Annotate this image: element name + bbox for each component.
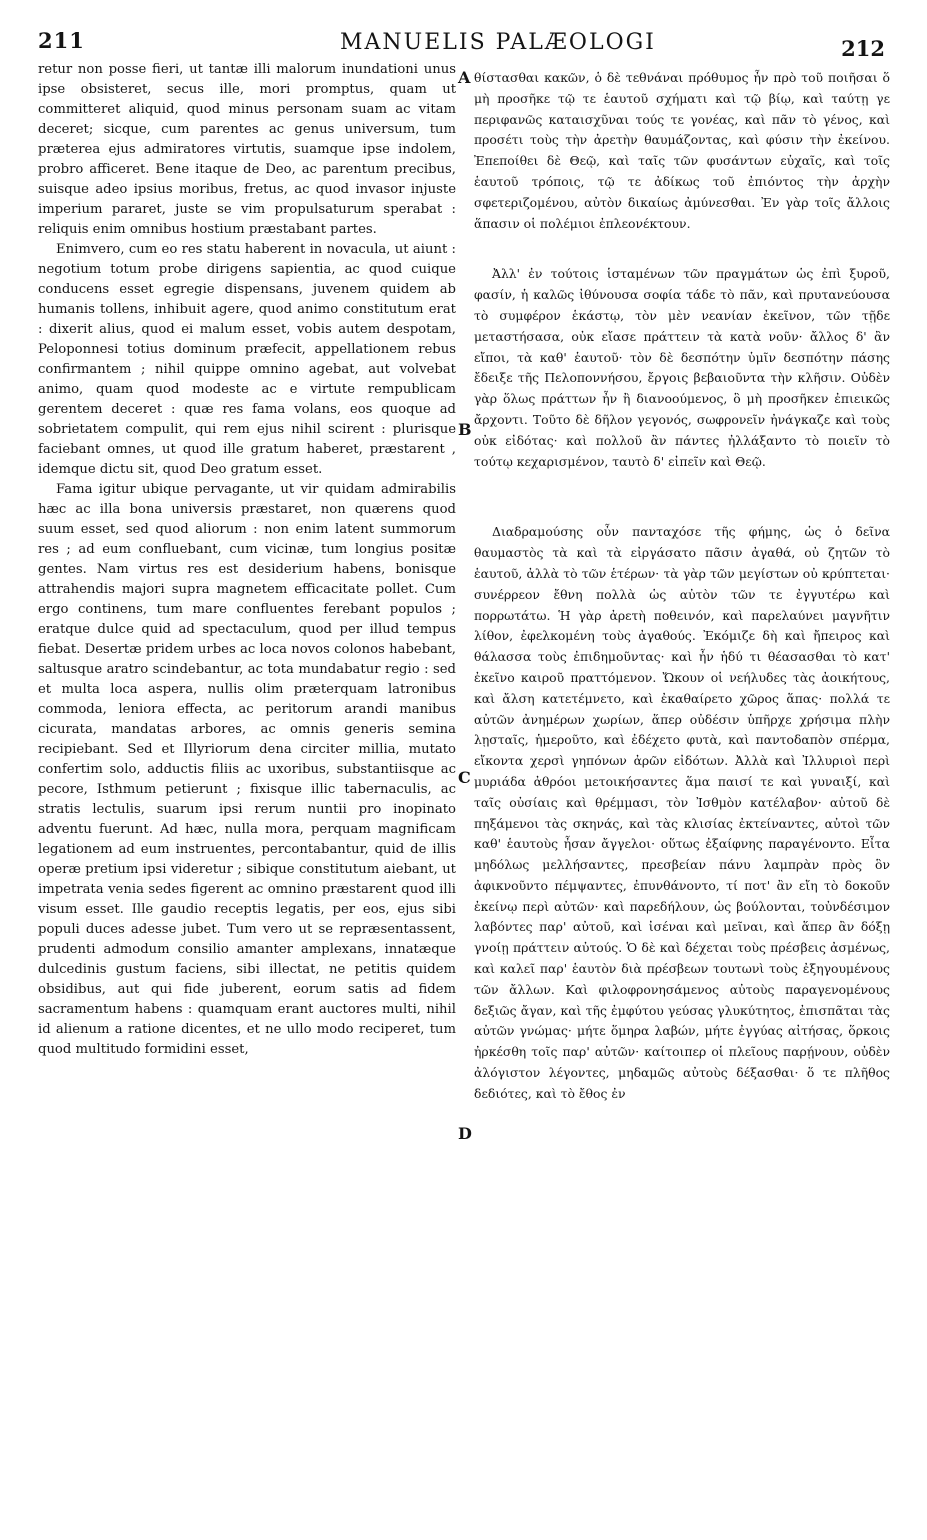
page-number-left: 211	[38, 28, 85, 53]
running-title: MANUELIS PALÆOLOGI	[340, 30, 656, 55]
greek-paragraph: θίστασθαι κακῶν, ὁ δὲ τεθνάναι πρόθυμος ἦν πρὸ τοῦ ποιῆσαι ὅ μὴ προσῆκε τῷ τε ἑαυτοῦ σχήματι καὶ τῷ βίῳ, καὶ ταύτῃ γε περιφανῶς καταισχῦναι τούς τε γονέας, καὶ πᾶν τὸ γένος, καὶ προσέτι τοὺς τὴν ἀρετὴν θαυμάζοντας, καὶ φύσιν τὴν ἐκείνου. Ἐπεποίθει δὲ Θεῷ, καὶ ταῖς τῶν φυσάντων εὐχαῖς, καὶ τοῖς ἑαυτοῦ τρόποις, τῷ τε ἀδίκως τοῦ ἐπιόντος τὴν ἀρχὴν σφετεριζομένου, αὐτὸν δικαίως ἀμύνεσθαι. Ἐν γὰρ τοῖς ἄλλοις ἅπασιν οἱ πολέμιοι ἐπλεονέκτουν.	[474, 70, 890, 231]
page-header	[0, 0, 927, 64]
greek-paragraph: Διαδραμούσης οὖν πανταχόσε τῆς φήμης, ὡς ὁ δεῖνα θαυμαστὸς τὰ καὶ τὰ εἰργάσατο πᾶσιν ἀγαθά, οὐ ζητῶν τὸ ἑαυτοῦ, ἀλλὰ τὸ τῶν ἑτέρων· τὰ γὰρ τῶν μεγίστων οὐ κρύπτεται· συνέρρεον ἔθνη πολλὰ ὡς αὐτὸν τῶν τε ἐγγυτέρω καὶ πορρωτάτω. Ἡ γὰρ ἀρετὴ ποθεινόν, καὶ παρελαύνει μαγνῆτιν λίθον, ἐφελκομένη τοὺς ἀγαθούς. Ἐκόμιζε δὴ καὶ ἤπειρος καὶ θάλασσα τοὺς ἐπιδημοῦντας· καὶ ἦν ἡδύ τι θέασασθαι τὸ κατ' ἐκεῖνο καιροῦ πραττόμενον. Ὤκουν οἱ νεήλυδες τὰς ἀοικήτους, καὶ ἄλση κατετέμνετο, καὶ ἐκαθαίρετο χῶρος ἅπας· πολλά τε αὐτῶν ἀνημέρων χωρίων, ἅπερ οὐδέσιν ὑπῆρχε χρήσιμα πλὴν λῃσταῖς, ἡμεροῦτο, καὶ ἐδέχετο φυτὰ, καὶ παντοδαπὸν σπέρμα, εἴκοντα χερσὶ γηπόνων ἀρῶν εἰδότων. Ἀλλὰ καὶ Ἰλλυριοὶ περὶ μυριάδα ἀθρόοι μετοικήσαντες ἅμα παισί τε καὶ γυναιξί, καὶ ταῖς οὐσίαις καὶ θρέμμασι, τὸν Ἰσθμὸν κατέλαβον· αὐτοῦ δὲ πηξάμενοι τὰς σκηνάς, καὶ τὰς κλισίας ἐκτείναντες, αὐτοὶ τῶν καθ' ἑαυτοὺς ἦσαν ἄγγελοι· οὕτως ἐξαίφνης παραγένοντο. Εἶτα μηδόλως μελλήσαντες, πρεσβείαν πάνυ λαμπρὰν πρὸς ὃν ἀφικνοῦντο πέμψαντες, ἐπυνθάνοντο, τί ποτ' ἂν εἴη τὸ δοκοῦν ἐκείνῳ περὶ αὐτῶν· καὶ παρεδήλουν, ὡς βούλονται, τοὐνδέσιμον λαβόντες παρ' αὐτοῦ, καὶ ἰσέναι καὶ μεῖναι, καὶ ἅπερ ἂν δόξῃ γνοίῃ πράττειν αὐτούς. Ὁ δὲ καὶ δέχεται τοὺς πρέσβεις ἀσμένως, καὶ καλεῖ παρ' ἑαυτὸν διὰ πρέσβεων τουτωνὶ τοὺς ἐξηγουμένους τῶν ἄλλων. Καὶ φιλοφρονησάμενος αὐτοὺς παραγενομένους δεξιῶς ἄγαν, καὶ τῆς ἐμφύτου γεύσας γλυκύτητος, ἐπισπᾶται τὰς αὐτῶν γνώμας· μήτε ὅμηρα λαβών, μήτε ἐγγύας αἰτήσας, ὅρκοις ἠρκέσθη τοῖς παρ' αὐτῶν· καίτοιπερ οἱ πλεῖους παρῄνουν, οὐδὲν ἀλόγιστον λέγοντες, μηδαμῶς αὐτοὺς δέξασθαι· ὅ τε πλῆθος δεδιότες, καὶ τὸ ἔθος ἐν	[474, 524, 890, 1101]
latin-paragraph: Enimvero, cum eo res statu haberent in novacula, ut aiunt : negotium totum probe dirigens sapientia, ac quod cuique conducens esset egregie dispensans, juvenem quidem ab humanis tollens, inhibuit agere, quod animo constitutum erat : dixerit alius, quod ei malum esset, vobis autem despotam, Peloponnesi totius dominum præfecit, appellationem rebus confirmantem ; nihil quippe omnino agebat, aut volvebat animo, quam quod modeste ac e virtute rempublicam gerentem deceret : quæ res fama volans, eos quoque ad sobrietatem compulit, qui rem ejus nihil scirent : plurisque faciebant omnes, ut quod ille gratum haberet, præstarent , idemque dictu sit, quod Deo gratum esset.	[38, 242, 456, 477]
latin-column	[38, 60, 456, 1530]
latin-paragraph: retur non posse fieri, ut tantæ illi malorum inundationi unus ipse obsisteret, secus ille, mori promptus, quam ut committeret aliquid, quod minus personam suam ac vitam deceret; sicque, cum parentes ac genus universum, tum præterea ejus admiratores virtutis, suamque ipse indolem, probro afficeret. Bene itaque de Deo, ac parentum precibus, suisque adeo ipsius moribus, fretus, ac quod invasor injuste imperium pararet, juste se vim propulsaturum sperabat : reliquis enim omnibus hostium præstabant partes.	[38, 62, 456, 237]
margin-marker-c: C	[458, 768, 471, 787]
margin-marker-a: A	[458, 68, 471, 87]
greek-column	[474, 68, 890, 1528]
margin-marker-b: B	[458, 420, 472, 439]
page-number-right: 212	[841, 36, 885, 61]
greek-paragraph: Ἀλλ' ἐν τούτοις ἱσταμένων τῶν πραγμάτων ὡς ἐπὶ ξυροῦ, φασίν, ἡ καλῶς ἰθύνουσα σοφία τάδε τὸ πᾶν, καὶ πρυτανεύουσα τὸ συμφέρον ἑκάστῳ, τὸν μὲν νεανίαν ἐκεῖνον, τῶν τῇδε μεταστήσασα, οὐκ εἴασε πράττειν τὰ κατὰ νοῦν· ἄλλος δ' ἂν εἴποι, τὰ καθ' ἑαυτοῦ· τὸν δὲ δεσπότην ὑμῖν δεσπότην πάσης ἔδειξε τῆς Πελοποννήσου, ἔργοις βεβαιοῦντα τὴν κλῆσιν. Οὐδὲν γὰρ ὅλως πράττων ἦν ἢ διανοούμενος, ὃ μὴ προσῆκεν ἐπιεικῶς ἄρχοντι. Τοῦτο δὲ δῆλον γεγονός, σωφρονεῖν ἠνάγκαζε καὶ τοὺς οὐκ εἰδότας· καὶ πολλοῦ ἂν πάντες ἠλλάξαντο τὸ ποιεῖν τὸ τούτῳ κεχαρισμένον, ταυτὸ δ' εἰπεῖν καὶ Θεῷ.	[474, 266, 890, 469]
latin-paragraph: Fama igitur ubique pervagante, ut vir quidam admirabilis hæc ac illa bona universis præstaret, non quærens quod suum esset, sed quod aliorum : non enim latent summorum res ; ad eum confluebant, cum vicinæ, tum longius positæ gentes. Nam virtus res est desiderium habens, bonisque attrahendis majori supra magnetem efficacitate pollet. Cum ergo continens, tum mare confluentes ferebant populos ; eratque dulce quid ad spectaculum, quod per illud tempus fiebat. Desertæ pridem urbes ac loca novos colonos habebant, saltusque aratro scindebantur, ac tota mundabatur regio : sed et multa loca aspera, nullis olim præterquam latronibus commoda, leniora effecta, ac peritorum arandi manibus cicurata, mandatas arbores, ac omnis generis semina recipiebant. Sed et Illyriorum dena circiter millia, mutato confertim solo, adductis filiis ac uxoribus, substantiisque ac pecore, Isthmum petierunt ; fixisque illic tabernaculis, ac stratis lectulis, suarum ipsi rerum nuntii pro inopinato adventu fuerunt. Ad hæc, nulla mora, perquam magnificam legationem ad eum instruentes, percontabantur, quid de illis operæ pretium ipsi videretur ; sibique constitutum aiebant, ut impetrata venia sedes figerent ac omnino præstarent quod illi visum esset. Ille gaudio receptis legatis, per eos, ejus sibi populi duces adesse jubet. Tum vero ut se repræsentassent, prudenti admodum consilio amanter amplexans, innatæque dulcedinis gustum faciens, sibi illectat, ne petitis quidem obsidibus, aut qui fide juberent, eorum satis ad fidem sacramentum habens : quamquam erant auctores multi, nihil id alienum a ratione dicentes, et ne ullo modo reciperet, tum quod multitudo formidini esset,	[38, 482, 456, 1057]
margin-marker-d: D	[458, 1124, 472, 1143]
